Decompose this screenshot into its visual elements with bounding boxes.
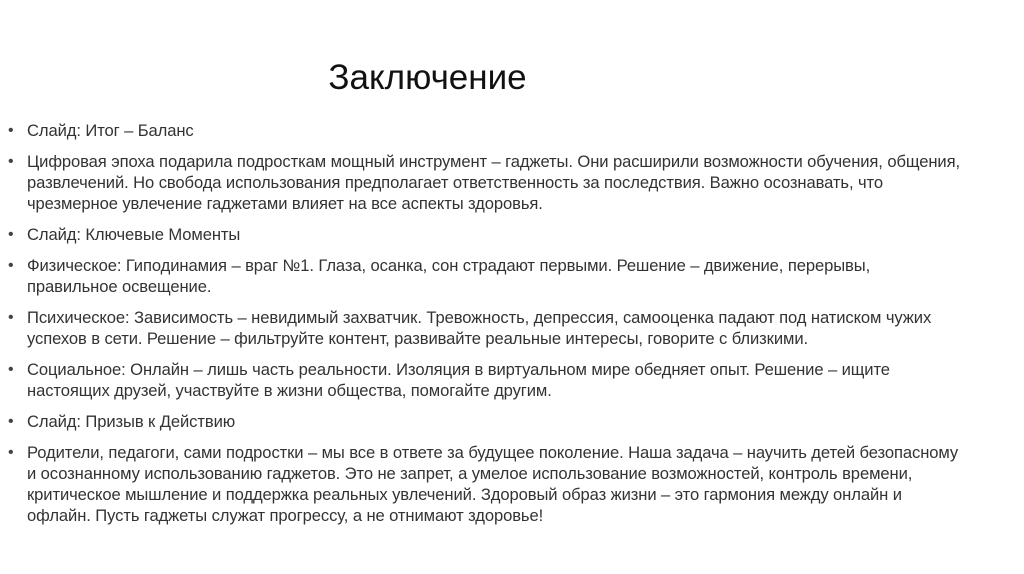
bullet-dot-icon: •	[8, 153, 14, 170]
bullet-item	[0, 255, 965, 297]
bullet-text: Психическое: Зависимость – невидимый захватчик. Тревожность, депрессия, самооценка падают под натиском чужих успехов в сети. Решение – фильтруйте контент, развивайте реальные интересы, говорите с близкими.	[27, 308, 932, 348]
bullet-text: Физическое: Гиподинамия – враг №1. Глаза, осанка, сон страдают первыми. Решение – движение, перерывы, правильное освещение.	[27, 256, 871, 296]
bullet-text: Цифровая эпоха подарила подросткам мощный инструмент – гаджеты. Они расширили возможности обучения, общения, развлечений. Но свобода использования предполагает ответственность за последствия. Важно осознавать, что чрезмерное увлечение гаджетами влияет на все аспекты здоровья.	[27, 152, 960, 213]
bullet-text: Слайд: Итог – Баланс	[27, 121, 194, 140]
bullet-dot-icon: •	[8, 122, 14, 139]
bullet-dot-icon: •	[8, 444, 14, 461]
bullet-dot-icon: •	[8, 413, 14, 430]
bullet-text: Слайд: Ключевые Моменты	[27, 225, 241, 244]
bullet-item	[0, 224, 965, 245]
bullet-dot-icon: •	[8, 309, 14, 326]
bullet-item	[0, 359, 965, 401]
bullet-item	[0, 120, 965, 141]
bullet-dot-icon: •	[8, 226, 14, 243]
bullet-dot-icon: •	[8, 361, 14, 378]
bullet-text: Социальное: Онлайн – лишь часть реальности. Изоляция в виртуальном мире обедняет опыт. Решение – ищите настоящих друзей, участвуйте в жизни общества, помогайте другим.	[27, 360, 890, 400]
bullet-item	[0, 442, 965, 526]
bullet-text: Родители, педагоги, сами подростки – мы все в ответе за будущее поколение. Наша задача – научить детей безопасному и осознанному использованию гаджетов. Это не запрет, а умелое использование возможностей, контроль времени, критическое мышление и поддержка реальных увлечений. Здоровый образ жизни – это гармония между онлайн и офлайн. Пусть гаджеты служат прогрессу, а не отнимают здоровье!	[27, 443, 959, 525]
bullet-dot-icon: •	[8, 257, 14, 274]
bullet-item	[0, 307, 965, 349]
bullet-item	[0, 411, 965, 432]
bullet-item	[0, 151, 965, 214]
bullet-text: Слайд: Призыв к Действию	[27, 412, 236, 431]
slide-title: Заключение	[328, 58, 527, 97]
bullet-list	[0, 120, 965, 536]
